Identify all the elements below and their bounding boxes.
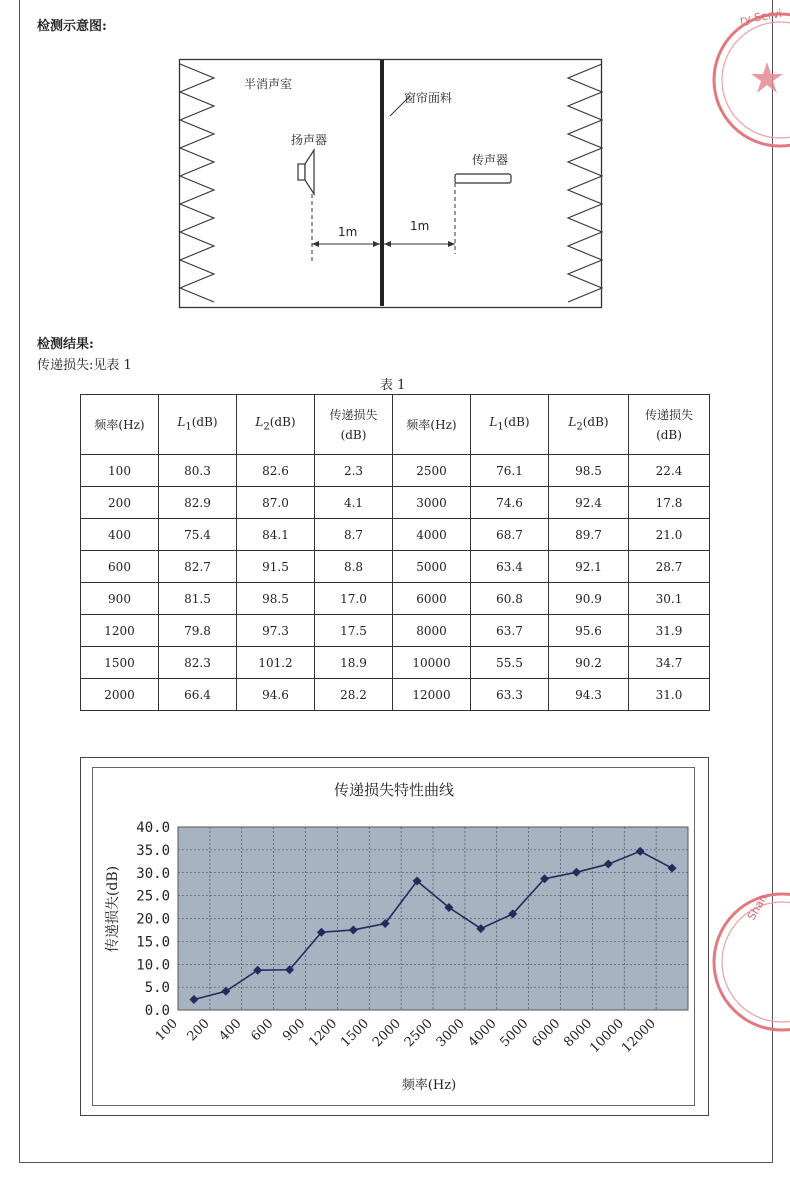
cell: 10000 [393, 647, 471, 679]
cell: 101.2 [237, 647, 315, 679]
cell: 6000 [393, 583, 471, 615]
cell: 55.5 [471, 647, 549, 679]
cell: 2500 [393, 455, 471, 487]
table-row [81, 615, 710, 647]
x-tick-label: 5000 [497, 1016, 532, 1051]
curtain-fabric [380, 60, 384, 306]
cell: 200 [81, 487, 159, 519]
cell: 90.2 [549, 647, 629, 679]
cell: 2.3 [315, 455, 393, 487]
x-tick-label: 900 [280, 1016, 309, 1045]
cell: 79.8 [159, 615, 237, 647]
cell: 3000 [393, 487, 471, 519]
cell: 31.9 [629, 615, 710, 647]
cell: 600 [81, 551, 159, 583]
mic-label: 传声器 [472, 153, 509, 167]
header-l1-1: $L_1(dB)$ [159, 395, 237, 455]
x-tick-label: 1500 [338, 1016, 373, 1051]
cell: 97.3 [237, 615, 315, 647]
table-row [81, 647, 710, 679]
y-tick-label: 10.0 [136, 957, 170, 974]
cell: 90.9 [549, 583, 629, 615]
results-table [80, 394, 710, 711]
cell: 92.4 [549, 487, 629, 519]
cell: 89.7 [549, 519, 629, 551]
cell: 94.3 [549, 679, 629, 711]
cell: 1500 [81, 647, 159, 679]
x-tick-label: 6000 [529, 1016, 564, 1051]
cell: 4.1 [315, 487, 393, 519]
table-row [81, 679, 710, 711]
cell: 5000 [393, 551, 471, 583]
header-tl-1: 传递损失 (dB) [315, 395, 393, 455]
x-tick-label: 2000 [369, 1016, 404, 1051]
cell: 18.9 [315, 647, 393, 679]
y-tick-label: 15.0 [136, 934, 170, 951]
cell: 82.3 [159, 647, 237, 679]
cell: 81.5 [159, 583, 237, 615]
table-row [81, 551, 710, 583]
chart-y-axis-label: 传递损失(dB) [105, 865, 121, 953]
header-l1-2: $L_1(dB)$ [471, 395, 549, 455]
cell: 900 [81, 583, 159, 615]
cell: 84.1 [237, 519, 315, 551]
results-heading: 检测结果: [37, 337, 94, 352]
test-setup-diagram [178, 58, 604, 310]
cell: 17.5 [315, 615, 393, 647]
x-tick-label: 1200 [306, 1016, 341, 1051]
cell: 22.4 [629, 455, 710, 487]
cell: 63.4 [471, 551, 549, 583]
cell: 60.8 [471, 583, 549, 615]
transmission-loss-chart [92, 767, 695, 1106]
y-tick-label: 40.0 [136, 820, 170, 836]
room-outline [180, 60, 602, 308]
cell: 92.1 [549, 551, 629, 583]
cell: 91.5 [237, 551, 315, 583]
cell: 100 [81, 455, 159, 487]
cell: 17.0 [315, 583, 393, 615]
y-tick-label: 0.0 [144, 1003, 170, 1019]
y-tick-label: 20.0 [136, 911, 170, 928]
header-tl-2: 传递损失 (dB) [629, 395, 710, 455]
header-l2-1: $L_2(dB)$ [237, 395, 315, 455]
x-tick-label: 8000 [561, 1016, 596, 1051]
x-tick-label: 2500 [401, 1016, 436, 1051]
x-tick-label: 100 [152, 1016, 181, 1045]
chart-x-axis-label: 频率(Hz) [401, 1078, 457, 1093]
cell: 82.7 [159, 551, 237, 583]
cell: 31.0 [629, 679, 710, 711]
cell: 82.6 [237, 455, 315, 487]
header-freq-1: 频率(Hz) [81, 395, 159, 455]
cell: 74.6 [471, 487, 549, 519]
cell: 63.3 [471, 679, 549, 711]
y-tick-label: 5.0 [144, 980, 170, 997]
table-row [81, 455, 710, 487]
cell: 17.8 [629, 487, 710, 519]
x-tick-label: 10000 [587, 1016, 628, 1057]
cell: 68.7 [471, 519, 549, 551]
cell: 1200 [81, 615, 159, 647]
x-tick-label: 12000 [619, 1016, 659, 1057]
y-tick-label: 25.0 [136, 888, 170, 905]
cell: 75.4 [159, 519, 237, 551]
cell: 94.6 [237, 679, 315, 711]
table-row [81, 583, 710, 615]
table-header-row [81, 395, 710, 455]
cell: 76.1 [471, 455, 549, 487]
x-tick-label: 4000 [465, 1016, 500, 1051]
header-freq-2: 频率(Hz) [393, 395, 471, 455]
cell: 80.3 [159, 455, 237, 487]
cell: 34.7 [629, 647, 710, 679]
red-seal-bottom [736, 882, 772, 1052]
cell: 98.5 [237, 583, 315, 615]
chart-plot-area [136, 820, 688, 1056]
cell: 98.5 [549, 455, 629, 487]
cell: 4000 [393, 519, 471, 551]
results-subtext: 传递损失:见表 1 [37, 358, 132, 373]
red-seal-top [732, 0, 783, 165]
cell: 28.7 [629, 551, 710, 583]
cell: 21.0 [629, 519, 710, 551]
cell: 30.1 [629, 583, 710, 615]
curtain-label: 窗帘面料 [404, 91, 453, 105]
cell: 63.7 [471, 615, 549, 647]
seal-bottom-text: Shan [744, 891, 770, 923]
y-tick-label: 35.0 [136, 842, 170, 859]
table-caption: 表 1 [380, 378, 406, 393]
cell: 8.8 [315, 551, 393, 583]
cell: 400 [81, 519, 159, 551]
cell: 28.2 [315, 679, 393, 711]
x-tick-label: 600 [248, 1016, 277, 1045]
speaker-label: 扬声器 [291, 133, 328, 147]
diagram-heading: 检测示意图: [37, 19, 107, 34]
chart-title: 传递损失特性曲线 [333, 781, 455, 799]
cell: 2000 [81, 679, 159, 711]
cell: 8000 [393, 615, 471, 647]
cell: 82.9 [159, 487, 237, 519]
cell: 87.0 [237, 487, 315, 519]
distance-left-label: 1m [338, 225, 358, 239]
x-tick-label: 3000 [433, 1016, 468, 1051]
microphone-icon [455, 174, 511, 183]
cell: 8.7 [315, 519, 393, 551]
distance-right-label: 1m [410, 219, 430, 233]
cell: 12000 [393, 679, 471, 711]
x-tick-label: 400 [216, 1016, 245, 1045]
x-tick-label: 200 [184, 1016, 213, 1045]
y-tick-label: 30.0 [136, 865, 170, 882]
header-l2-2: $L_2(dB)$ [549, 395, 629, 455]
cell: 95.6 [549, 615, 629, 647]
seal-top-text: ry Servi [738, 6, 783, 28]
room-label: 半消声室 [244, 77, 293, 91]
table-row [81, 519, 710, 551]
cell: 66.4 [159, 679, 237, 711]
table-row [81, 487, 710, 519]
